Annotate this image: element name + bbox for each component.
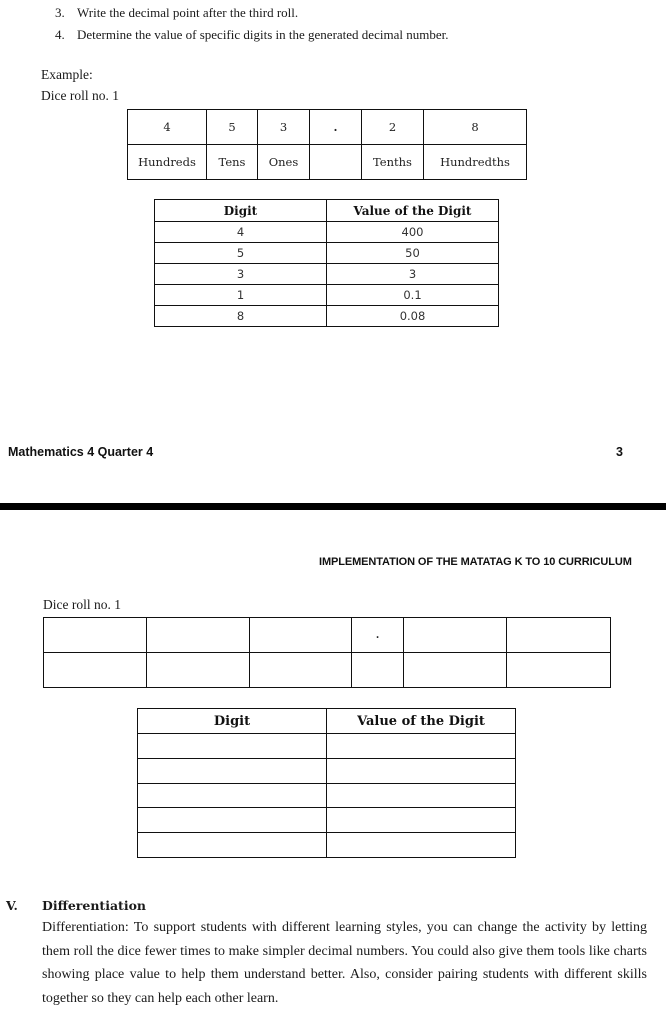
header-curriculum-title: IMPLEMENTATION OF THE MATATAG K TO 10 CURRICULUM xyxy=(319,556,632,568)
decimal-point-cell: . xyxy=(310,110,362,145)
worksheet-place-value-table xyxy=(43,617,611,688)
place-row xyxy=(128,145,527,180)
value-cell: 0.1 xyxy=(327,285,499,306)
table-row xyxy=(138,833,516,858)
footer-page-number: 3 xyxy=(616,445,623,459)
worksheet-digit-value-table xyxy=(137,708,516,858)
blank-place-cell[interactable] xyxy=(147,653,250,688)
decimal-point-cell: . xyxy=(352,618,404,653)
blank-place-cell[interactable] xyxy=(404,653,507,688)
blank-place-cell[interactable] xyxy=(44,653,147,688)
blank-value-cell[interactable] xyxy=(327,833,516,858)
page-break-rule xyxy=(0,503,666,510)
digit-row xyxy=(44,618,611,653)
step-3 xyxy=(55,5,298,21)
step-text: Determine the value of specific digits in the generated decimal number. xyxy=(77,27,449,42)
table-row xyxy=(155,222,499,243)
example-place-value-table xyxy=(127,109,527,180)
blank-place-cell[interactable] xyxy=(250,653,352,688)
place-cell: Ones xyxy=(258,145,310,180)
value-cell: 50 xyxy=(327,243,499,264)
table-row xyxy=(155,264,499,285)
table-header-row xyxy=(138,709,516,734)
table-row xyxy=(138,758,516,783)
table-row xyxy=(138,808,516,833)
digit-cell: 3 xyxy=(258,110,310,145)
column-header-value: Value of the Digit xyxy=(327,709,516,734)
step-text: Write the decimal point after the third roll. xyxy=(77,5,299,20)
footer-subject: Mathematics 4 Quarter 4 xyxy=(8,445,154,459)
blank-digit-cell[interactable] xyxy=(138,734,327,759)
blank-digit-cell[interactable] xyxy=(138,833,327,858)
digit-cell: 8 xyxy=(155,306,327,327)
table-row xyxy=(155,285,499,306)
place-row xyxy=(44,653,611,688)
blank-digit-cell[interactable] xyxy=(147,618,250,653)
blank-value-cell[interactable] xyxy=(327,783,516,808)
blank-place-cell[interactable] xyxy=(507,653,611,688)
value-cell: 0.08 xyxy=(327,306,499,327)
blank-digit-cell[interactable] xyxy=(138,808,327,833)
example-digit-value-table xyxy=(154,199,499,327)
blank-place-cell[interactable] xyxy=(352,653,404,688)
blank-digit-cell[interactable] xyxy=(138,758,327,783)
table-row xyxy=(155,306,499,327)
step-number: 4. xyxy=(55,27,65,42)
dice-roll-label: Dice roll no. 1 xyxy=(41,88,119,103)
place-cell: Tenths xyxy=(362,145,424,180)
digit-cell: 5 xyxy=(207,110,258,145)
place-cell: Hundreds xyxy=(128,145,207,180)
blank-digit-cell[interactable] xyxy=(404,618,507,653)
blank-digit-cell[interactable] xyxy=(138,783,327,808)
blank-digit-cell[interactable] xyxy=(250,618,352,653)
worksheet-dice-roll-label: Dice roll no. 1 xyxy=(43,597,121,612)
place-cell: Hundredths xyxy=(424,145,527,180)
place-cell xyxy=(310,145,362,180)
blank-value-cell[interactable] xyxy=(327,734,516,759)
table-row xyxy=(138,783,516,808)
column-header-value: Value of the Digit xyxy=(327,200,499,222)
place-cell: Tens xyxy=(207,145,258,180)
digit-cell: 5 xyxy=(155,243,327,264)
blank-digit-cell[interactable] xyxy=(44,618,147,653)
blank-value-cell[interactable] xyxy=(327,808,516,833)
digit-cell: 3 xyxy=(155,264,327,285)
step-number: 3. xyxy=(55,5,65,20)
blank-value-cell[interactable] xyxy=(327,758,516,783)
table-row xyxy=(155,243,499,264)
digit-row xyxy=(128,110,527,145)
digit-cell: 8 xyxy=(424,110,527,145)
digit-cell: 4 xyxy=(155,222,327,243)
digit-cell: 4 xyxy=(128,110,207,145)
step-4 xyxy=(55,27,448,43)
digit-cell: 1 xyxy=(155,285,327,306)
value-cell: 3 xyxy=(327,264,499,285)
digit-cell: 2 xyxy=(362,110,424,145)
section-body: Differentiation: To support students with different learning styles, you can change the activity by letting them roll the dice fewer times to make simpler decimal numbers. You could also give them tools like charts showing place value to help them understand better. Also, consider pairing students with different skills together so they can help each other learn. xyxy=(42,920,647,1006)
example-label: Example: xyxy=(41,67,93,82)
table-header-row xyxy=(155,200,499,222)
column-header-digit: Digit xyxy=(155,200,327,222)
value-cell: 400 xyxy=(327,222,499,243)
column-header-digit: Digit xyxy=(138,709,327,734)
section-number: V. xyxy=(6,898,18,913)
table-row xyxy=(138,734,516,759)
blank-digit-cell[interactable] xyxy=(507,618,611,653)
section-title: Differentiation xyxy=(42,898,146,913)
